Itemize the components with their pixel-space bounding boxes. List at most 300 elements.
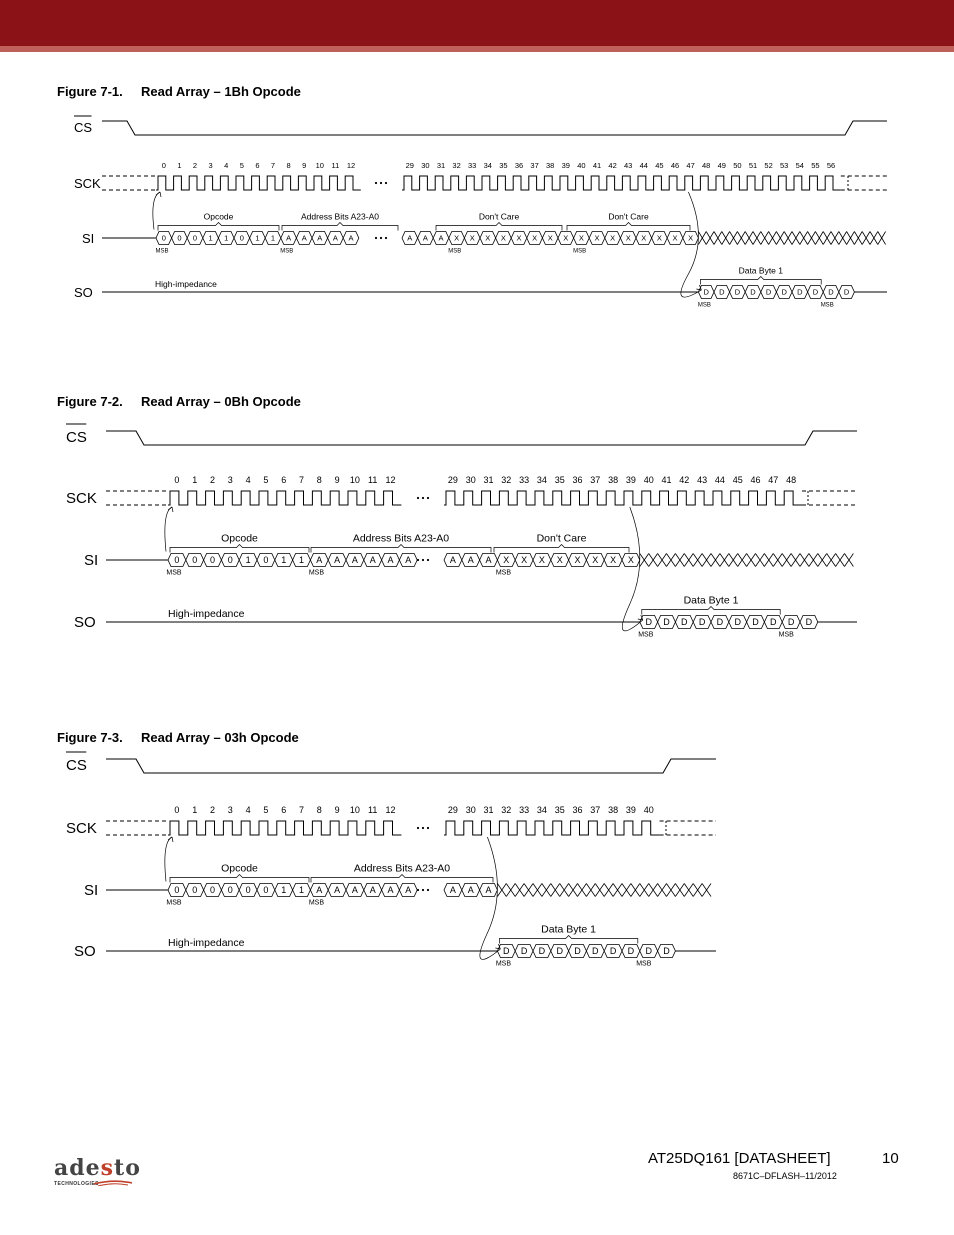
sck-clock-number: 46: [750, 475, 761, 485]
sck-clock-number: 1: [192, 475, 198, 485]
si-dont-care-x: [698, 232, 706, 245]
sck-clock-number: 46: [670, 161, 680, 170]
so-data-cell-label: D: [843, 287, 850, 297]
si-msb-label: MSB: [155, 248, 169, 255]
sck-to-si-arrow: [165, 507, 172, 552]
si-gap-dots: [427, 559, 429, 561]
sck-clock-number: 41: [592, 161, 602, 170]
sck-gap-dots: [427, 497, 429, 499]
sck-gap-dots: [385, 182, 387, 184]
si-dont-care-x: [693, 554, 702, 567]
si-dont-care-x: [773, 554, 782, 567]
si-dont-care-x: [551, 884, 560, 897]
sck-clock-number: 44: [714, 475, 725, 485]
si-dont-care-x: [714, 232, 722, 245]
adesto-logo: [54, 1155, 144, 1189]
sck-to-si-arrow: [153, 192, 160, 230]
si-dont-care-x: [702, 554, 711, 567]
si-bit-cell-label: 0: [227, 555, 233, 566]
so-data-brace-label: Data Byte 1: [683, 594, 739, 607]
si-bit-cell-label: X: [485, 233, 491, 243]
si-bit-cell-label: 1: [298, 885, 305, 896]
sck-clock-number: 47: [768, 475, 779, 485]
sck-clock-number: 40: [577, 161, 586, 170]
si-msb-label: MSB: [280, 248, 294, 255]
so-data-cell-label: D: [770, 617, 777, 628]
si-gap-dots: [380, 237, 382, 239]
cs-waveform: [102, 121, 887, 135]
so-data-cell-label: D: [752, 617, 759, 628]
so-data-brace: [499, 936, 637, 944]
si-bit-cell-label: 1: [208, 233, 213, 243]
si-bit-cell-label: 0: [239, 233, 244, 243]
sck-clock-number: 4: [245, 475, 251, 485]
sck-clock-number: 9: [334, 805, 340, 815]
si-bit-cell-label: 0: [174, 885, 180, 896]
sck-clock-number: 48: [702, 161, 711, 170]
sck-clock-number: 40: [643, 475, 654, 485]
sck-clock-number: 38: [546, 161, 555, 170]
sck-clock-number: 29: [447, 805, 458, 815]
sck-clock-number: 8: [316, 475, 322, 485]
sck-to-so-arrow: [480, 837, 501, 959]
si-dont-care-x: [675, 884, 684, 897]
si-dont-care-x: [497, 884, 506, 897]
sck-waveform: [444, 821, 660, 835]
sck-label: SCK: [74, 176, 101, 191]
si-bit-cell-label: 0: [192, 555, 198, 566]
sck-clock-number: 50: [733, 161, 742, 170]
si-dont-care-x: [815, 232, 823, 245]
sck-clock-number: 34: [536, 805, 547, 815]
sck-clock-number: 35: [554, 475, 565, 485]
si-bit-cell-label: A: [351, 555, 358, 566]
si-dont-care-x: [702, 884, 711, 897]
si-dont-care-x: [667, 884, 676, 897]
sck-clock-number: 36: [572, 475, 583, 485]
si-dont-care-x: [776, 232, 784, 245]
sck-gap-dots: [427, 827, 429, 829]
si-msb-label: MSB: [166, 899, 182, 907]
si-bit-cell-label: A: [332, 233, 338, 243]
si-bit-cell-label: 0: [209, 555, 216, 566]
si-bit-cell-label: 0: [192, 233, 198, 243]
sck-clock-number: 31: [483, 475, 494, 485]
si-gap-dots: [422, 559, 424, 561]
sck-waveform: [402, 176, 841, 190]
sck-label: SCK: [66, 490, 97, 507]
si-bit-cell-label: X: [532, 233, 538, 243]
si-dont-care-x: [711, 554, 720, 567]
si-msb-label: MSB: [308, 899, 324, 907]
figure-number: Figure 7-3.: [57, 730, 123, 745]
si-dont-care-x: [745, 232, 753, 245]
cs-label: CS: [66, 757, 87, 774]
si-dont-care-x: [878, 232, 886, 245]
cs-label: CS: [66, 429, 87, 446]
si-dont-care-x: [640, 884, 649, 897]
so-label: SO: [74, 943, 96, 960]
si-bit-cell-label: X: [578, 233, 584, 243]
si-bit-cell-label: A: [348, 233, 354, 243]
sck-clock-number: 9: [334, 475, 340, 485]
sck-clock-number: 2: [209, 475, 216, 485]
si-bit-cell-label: X: [672, 233, 678, 243]
si-dont-care-x: [756, 554, 765, 567]
si-gap-dots: [375, 237, 377, 239]
sck-clock-number: 54: [795, 161, 804, 170]
si-field-brace: [311, 875, 493, 883]
si-bit-cell-label: 1: [255, 233, 260, 243]
si-dont-care-x: [737, 232, 745, 245]
sck-clock-number: 43: [697, 475, 708, 485]
sck-clock-number: 7: [298, 475, 305, 485]
si-dont-care-x: [809, 554, 818, 567]
sck-clock-number: 29: [447, 475, 458, 485]
si-bit-cell-label: X: [469, 233, 475, 243]
si-bit-cell-label: A: [369, 885, 376, 896]
si-bit-cell-label: X: [503, 555, 510, 566]
sck-clock-number: 11: [331, 161, 340, 170]
logo-wordmark: adesto: [54, 1155, 141, 1181]
sck-clock-number: 5: [263, 475, 269, 485]
sck-clock-number: 38: [608, 805, 619, 815]
si-bit-cell-label: X: [641, 233, 647, 243]
si-dont-care-x: [658, 884, 667, 897]
si-dont-care-x: [604, 884, 613, 897]
si-field-brace-label: Don't Care: [536, 532, 587, 545]
si-dont-care-pattern: [497, 884, 711, 897]
si-bit-cell-label: X: [547, 233, 553, 243]
si-dont-care-x: [831, 232, 839, 245]
si-dont-care-x: [649, 884, 658, 897]
si-dont-care-x: [792, 232, 800, 245]
sck-clock-number: 6: [281, 475, 287, 485]
cs-label: CS: [74, 120, 93, 135]
si-bit-cell-label: X: [500, 233, 506, 243]
si-msb-label: MSB: [495, 569, 511, 577]
sck-clock-number: 37: [530, 161, 539, 170]
si-dont-care-x: [800, 554, 809, 567]
si-dont-care-x: [800, 232, 808, 245]
so-data-cell-label: D: [556, 946, 563, 957]
si-bit-cell-label: A: [422, 233, 428, 243]
header-stripe: [0, 46, 954, 52]
so-data-cell-label: D: [765, 287, 772, 297]
si-field-brace-label: Opcode: [221, 862, 258, 875]
sck-clock-number: 36: [572, 805, 583, 815]
sck-clock-number: 8: [286, 161, 291, 170]
so-data-brace: [700, 277, 821, 285]
si-dont-care-x: [782, 554, 791, 567]
sck-clock-number: 53: [780, 161, 789, 170]
si-field-brace: [170, 545, 309, 553]
so-data-cell-label: D: [750, 287, 756, 297]
sck-clock-number: 30: [421, 161, 430, 170]
timing-diagram-0bh: [0, 410, 954, 660]
sck-clock-number: 11: [368, 805, 378, 815]
so-data-cell-label: D: [627, 946, 635, 957]
si-dont-care-x: [533, 884, 542, 897]
sck-clock-number: 1: [177, 161, 182, 170]
si-dont-care-x: [823, 232, 831, 245]
si-dont-care-x: [524, 884, 533, 897]
si-bit-cell-label: X: [625, 233, 631, 243]
so-data-cell-label: D: [609, 946, 617, 957]
sck-clock-number: 49: [717, 161, 726, 170]
si-bit-cell-label: X: [594, 233, 600, 243]
si-bit-cell-label: A: [438, 233, 444, 243]
sck-gap-dots: [380, 182, 382, 184]
si-bit-cell-label: 0: [227, 885, 233, 896]
si-bit-cell-label: X: [688, 233, 694, 243]
si-bit-cell-label: 1: [245, 555, 251, 566]
si-dont-care-x: [839, 232, 847, 245]
sck-clock-number: 34: [483, 161, 492, 170]
document-title: AT25DQ161 [DATASHEET]: [648, 1150, 831, 1167]
so-data-cell-label: D: [663, 946, 670, 957]
si-dont-care-x: [862, 232, 870, 245]
si-bit-cell-label: A: [316, 555, 323, 566]
si-bit-cell-label: X: [574, 555, 581, 566]
sck-clock-number: 36: [514, 161, 524, 170]
sck-clock-number: 0: [174, 475, 180, 485]
si-dont-care-x: [569, 884, 578, 897]
so-label: SO: [74, 285, 93, 300]
si-msb-label: MSB: [448, 248, 462, 255]
sck-clock-number: 32: [501, 475, 512, 485]
si-dont-care-x: [640, 554, 649, 567]
si-dont-care-x: [542, 884, 551, 897]
si-field-brace-label: Address Bits A23-A0: [301, 211, 379, 222]
sck-clock-number: 32: [452, 161, 461, 170]
si-bit-cell-label: A: [407, 233, 413, 243]
si-dont-care-x: [515, 884, 524, 897]
si-bit-cell-label: X: [563, 233, 569, 243]
so-data-cell-label: D: [734, 287, 741, 297]
si-bit-cell-label: 0: [263, 885, 269, 896]
si-msb-label: MSB: [166, 569, 182, 577]
sck-clock-number: 33: [519, 805, 530, 815]
figure-title: Read Array – 0Bh Opcode: [141, 394, 301, 409]
si-bit-cell-label: X: [627, 555, 634, 566]
si-msb-label: MSB: [573, 248, 587, 255]
so-high-z-label: High-impedance: [168, 937, 245, 949]
si-bit-cell-label: A: [485, 555, 492, 566]
si-bit-cell-label: A: [351, 885, 358, 896]
si-field-brace: [311, 545, 491, 553]
sck-label: SCK: [66, 820, 97, 837]
figure-title: Read Array – 03h Opcode: [141, 730, 299, 745]
sck-gap-dots: [422, 497, 424, 499]
sck-clock-number: 8: [316, 805, 322, 815]
si-bit-cell-label: X: [516, 233, 522, 243]
sck-gap-dots: [375, 182, 377, 184]
si-dont-care-x: [747, 554, 756, 567]
si-bit-cell-label: A: [467, 885, 474, 896]
si-bit-cell-label: 1: [281, 555, 287, 566]
si-gap-dots: [385, 237, 387, 239]
si-dont-care-x: [649, 554, 658, 567]
si-bit-cell-label: X: [454, 233, 460, 243]
figure-caption: [57, 394, 301, 409]
sck-waveform: [444, 491, 802, 505]
so-high-z-label: High-impedance: [155, 279, 217, 289]
si-dont-care-x: [667, 554, 676, 567]
si-bit-cell-label: X: [538, 555, 545, 566]
sck-to-so-arrow: [622, 507, 643, 631]
si-bit-cell-label: A: [387, 555, 394, 566]
si-bit-cell-label: A: [449, 555, 456, 566]
si-dont-care-x: [693, 884, 702, 897]
sck-clock-number: 1: [192, 805, 198, 815]
so-msb-label: MSB: [778, 631, 794, 639]
si-bit-cell-label: 1: [281, 885, 287, 896]
si-dont-care-x: [613, 884, 622, 897]
sck-clock-number: 3: [227, 805, 233, 815]
si-bit-cell-label: A: [449, 885, 456, 896]
so-data-cell-label: D: [797, 287, 803, 297]
si-field-brace-label: Opcode: [203, 211, 234, 222]
si-dont-care-x: [675, 554, 684, 567]
sck-waveform: [156, 176, 361, 190]
so-data-cell-label: D: [698, 617, 706, 628]
si-field-brace-label: Don't Care: [478, 211, 520, 222]
sck-clock-number: 48: [786, 475, 797, 485]
si-dont-care-x: [706, 232, 714, 245]
so-data-cell-label: D: [503, 946, 510, 957]
sck-clock-number: 37: [590, 475, 601, 485]
timing-diagram-03h: [0, 740, 954, 990]
sck-clock-number: 31: [483, 805, 494, 815]
si-dont-care-x: [753, 232, 761, 245]
so-msb-label: MSB: [697, 302, 711, 309]
sck-clock-number: 31: [436, 161, 446, 170]
so-msb-label: MSB: [820, 302, 834, 309]
sck-clock-number: 10: [349, 805, 360, 815]
so-data-cell-label: D: [538, 946, 546, 957]
sck-clock-number: 43: [624, 161, 633, 170]
sck-clock-number: 6: [281, 805, 287, 815]
si-field-brace: [436, 223, 562, 231]
si-field-brace: [158, 223, 279, 231]
sck-clock-number: 33: [519, 475, 530, 485]
so-data-cell-label: D: [645, 617, 652, 628]
si-bit-cell-label: 0: [177, 233, 182, 243]
si-field-brace: [282, 223, 398, 231]
sck-clock-number: 4: [245, 805, 251, 815]
sck-clock-number: 47: [686, 161, 695, 170]
arrow-head-icon: [168, 837, 173, 842]
si-dont-care-x: [845, 554, 854, 567]
si-gap-dots: [427, 889, 429, 891]
si-field-brace: [567, 223, 690, 231]
so-data-cell-label: D: [781, 287, 787, 297]
figure-title: Read Array – 1Bh Opcode: [141, 84, 301, 99]
si-label: SI: [82, 231, 95, 246]
si-bit-cell-label: 0: [174, 555, 180, 566]
sck-clock-number: 38: [608, 475, 619, 485]
si-dont-care-x: [595, 884, 604, 897]
si-bit-cell-label: 1: [298, 555, 305, 566]
sck-clock-number: 40: [643, 805, 654, 815]
si-field-brace: [170, 875, 309, 883]
sck-clock-number: 30: [465, 805, 476, 815]
si-bit-cell-label: 1: [270, 233, 276, 243]
timing-diagram-1bh: [0, 100, 954, 330]
sck-clock-number: 29: [405, 161, 414, 170]
sck-clock-number: 0: [174, 805, 180, 815]
sck-clock-number: 39: [625, 805, 636, 815]
si-field-brace-label: Don't Care: [608, 211, 649, 222]
sck-clock-number: 10: [349, 475, 360, 485]
si-field-brace-label: Address Bits A23-A0: [353, 862, 451, 875]
sck-clock-number: 39: [561, 161, 570, 170]
sck-clock-number: 33: [468, 161, 477, 170]
si-dont-care-x: [631, 884, 640, 897]
si-label: SI: [84, 882, 99, 899]
si-dont-care-x: [658, 554, 667, 567]
si-dont-care-x: [729, 554, 738, 567]
arrow-head-icon: [156, 192, 161, 197]
sck-clock-number: 0: [161, 161, 166, 170]
figure-number: Figure 7-2.: [57, 394, 123, 409]
si-field-brace: [494, 545, 629, 553]
sck-clock-number: 39: [625, 475, 636, 485]
logo-subtitle: TECHNOLOGIES: [54, 1181, 99, 1187]
sck-clock-number: 35: [499, 161, 508, 170]
document-code: 8671C–DFLASH–11/2012: [733, 1171, 837, 1181]
figure-number: Figure 7-1.: [57, 84, 123, 99]
so-msb-label: MSB: [495, 960, 511, 968]
sck-waveform: [168, 821, 401, 835]
si-gap-dots: [422, 889, 424, 891]
so-data-cell-label: D: [812, 287, 819, 297]
so-data-cell-label: D: [828, 287, 834, 297]
si-bit-cell-label: X: [521, 555, 528, 566]
sck-clock-number: 32: [501, 805, 512, 815]
sck-clock-number: 6: [255, 161, 260, 170]
sck-waveform: [168, 491, 401, 505]
sck-clock-number: 2: [209, 805, 216, 815]
si-dont-care-x: [870, 232, 878, 245]
cs-waveform: [106, 431, 857, 445]
sck-clock-number: 12: [385, 475, 396, 485]
si-bit-cell-label: A: [405, 885, 412, 896]
sck-clock-number: 37: [590, 805, 601, 815]
sck-clock-number: 12: [385, 805, 396, 815]
si-bit-cell-label: A: [387, 885, 394, 896]
sck-clock-number: 9: [302, 161, 307, 170]
sck-clock-number: 2: [192, 161, 198, 170]
so-data-cell-label: D: [592, 946, 599, 957]
sck-clock-number: 11: [368, 475, 378, 485]
si-bit-cell-label: 0: [263, 555, 269, 566]
si-dont-care-x: [586, 884, 595, 897]
si-gap-dots: [417, 889, 419, 891]
sck-clock-number: 41: [661, 475, 672, 485]
si-label: SI: [84, 552, 99, 569]
si-dont-care-pattern: [698, 232, 885, 245]
si-dont-care-x: [808, 232, 816, 245]
sck-gap-dots: [417, 827, 419, 829]
si-bit-cell-label: 0: [209, 885, 216, 896]
sck-clock-number: 3: [227, 475, 233, 485]
si-bit-cell-label: A: [286, 233, 292, 243]
si-dont-care-x: [764, 554, 773, 567]
so-msb-label: MSB: [636, 960, 652, 968]
arrow-head-icon: [168, 507, 173, 512]
